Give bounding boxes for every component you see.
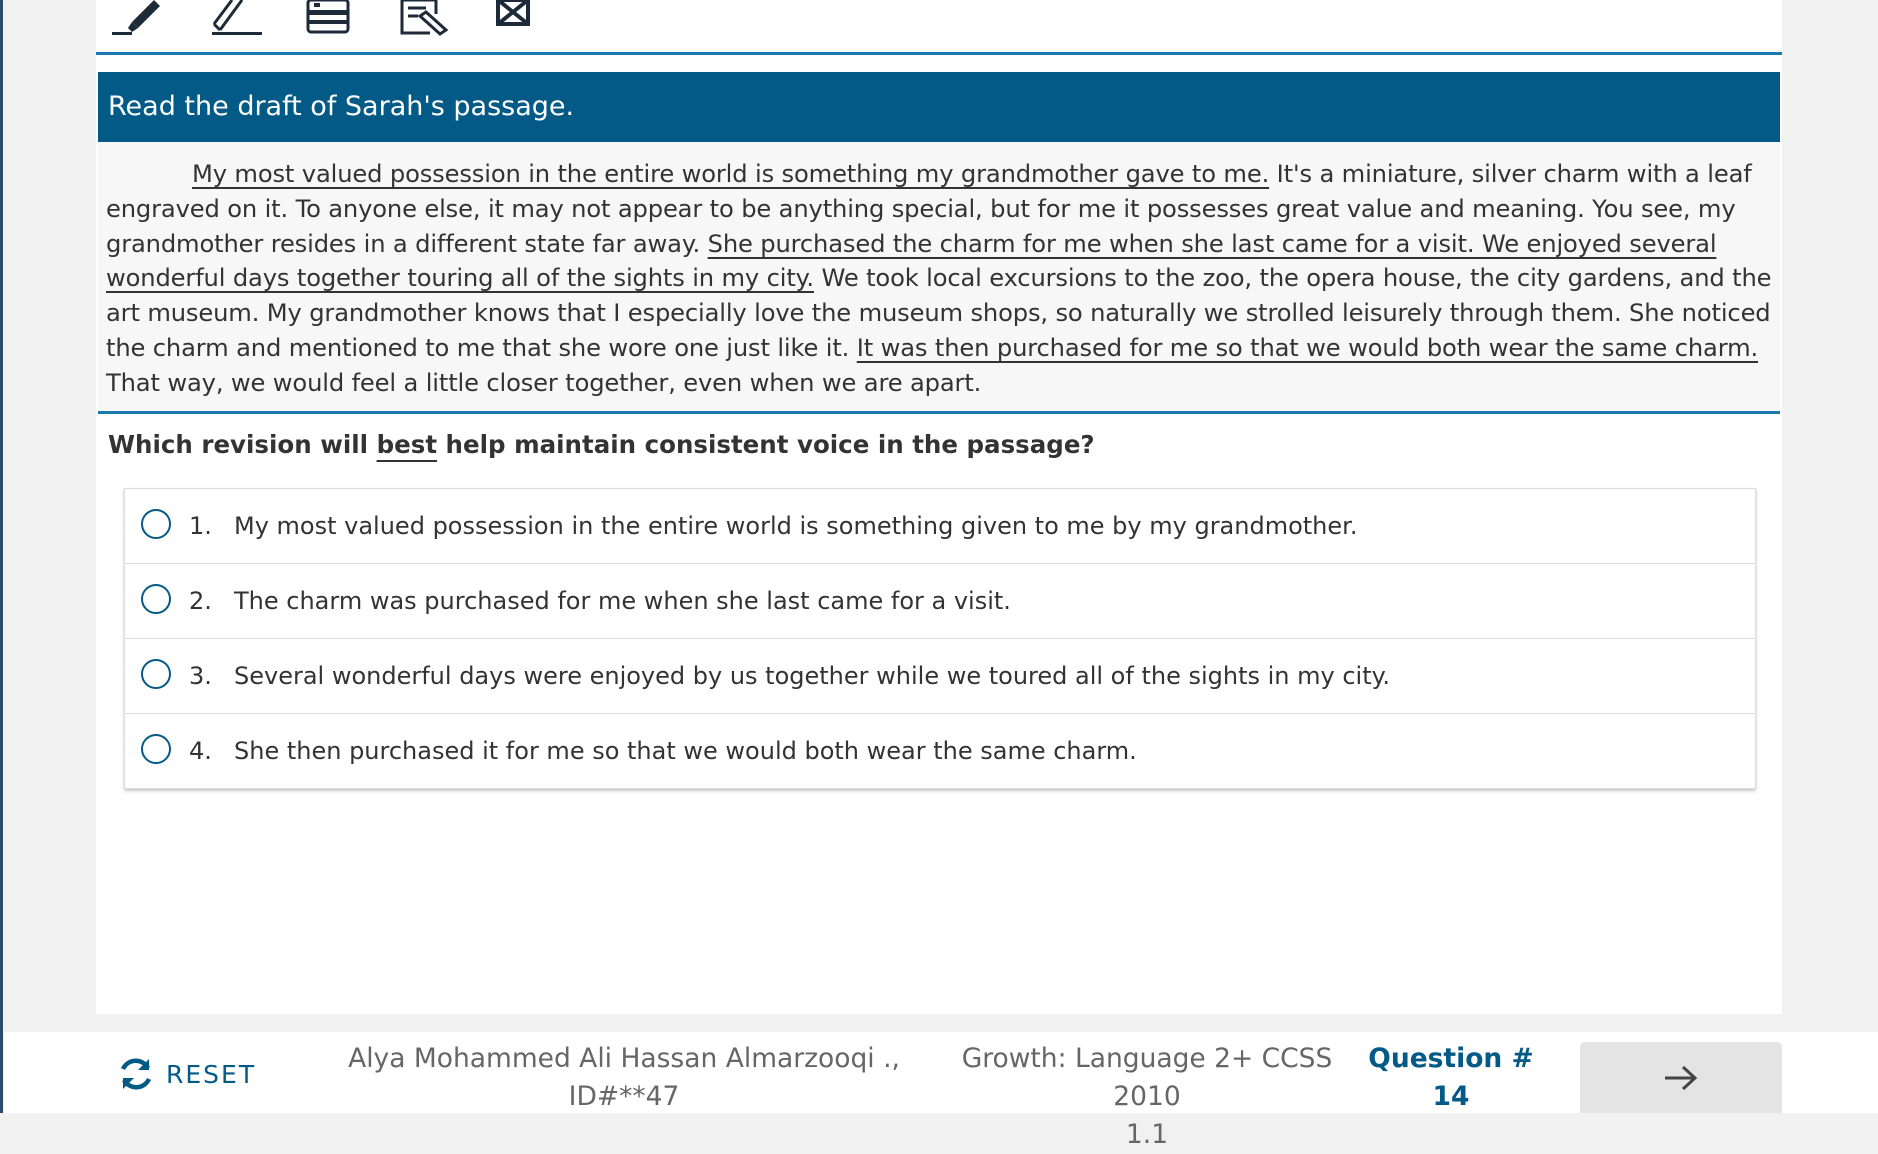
question-text-before: Which revision will: [108, 430, 377, 459]
question-counter-value: 14: [1432, 1081, 1470, 1112]
student-id: ID#**47: [568, 1081, 680, 1112]
test-title: Growth: Language 2+ CCSS 2010: [961, 1043, 1333, 1112]
choice-text: The charm was purchased for me when she last came for a visit.: [234, 587, 1011, 615]
question-counter: [1366, 1040, 1536, 1116]
question-emphasis: best: [376, 430, 438, 459]
passage-text: [106, 157, 1778, 401]
question-prompt: [108, 430, 1095, 459]
choice-number: 3.: [189, 662, 212, 690]
answer-choice[interactable]: [125, 639, 1755, 714]
radio-button[interactable]: [141, 584, 171, 614]
reset-label: RESET: [166, 1059, 257, 1089]
content-card: [96, 0, 1782, 1014]
choice-text: My most valued possession in the entire world is something given to me by my grandmother.: [234, 512, 1358, 540]
answer-eliminator-icon[interactable]: [490, 0, 550, 40]
choice-number: 1.: [189, 512, 212, 540]
notepad-icon[interactable]: [302, 0, 362, 40]
arrow-right-icon: [1661, 1063, 1701, 1093]
question-counter-label: Question #: [1368, 1043, 1534, 1074]
answer-choice[interactable]: [125, 564, 1755, 639]
footer-bar: [4, 1032, 1878, 1150]
passage-sentence: We took local excursions to the zoo, the opera house, the city gardens, and the art museum. My grandmother knows that I especially love the museum shops, so naturally we strolled leisurely through them. She noticed the charm and mentioned to me that she wore one just like it.: [106, 264, 1772, 362]
passage-header: Read the draft of Sarah's passage.: [98, 72, 1780, 142]
test-name: [929, 1040, 1365, 1154]
answer-choice[interactable]: [125, 714, 1755, 788]
radio-button[interactable]: [141, 509, 171, 539]
reset-button[interactable]: [116, 1054, 256, 1094]
underlined-sentence: It was then purchased for me so that we would both wear the same charm.: [856, 333, 1759, 362]
radio-button[interactable]: [141, 659, 171, 689]
underlined-sentence: She purchased the charm for me when she last came for a visit. We enjoyed several wonderful days together touring all of the sights in my city.: [106, 229, 1717, 293]
choice-number: 4.: [189, 737, 212, 765]
student-name: Alya Mohammed Ali Hassan Almarzooqi .,: [348, 1043, 900, 1074]
underlined-sentence: My most valued possession in the entire world is something my grandmother gave to me.: [192, 160, 1270, 188]
passage-box: [98, 142, 1780, 414]
passage-sentence: It's a miniature, silver charm with a leaf engraved on it. To anyone else, it may not appear to be anything special, but for me it possesses great value and meaning. You see, my grandmother resides in a different state far away.: [106, 160, 1752, 258]
highlighter-icon[interactable]: [110, 0, 170, 40]
passage-sentence: That way, we would feel a little closer together, even when we are apart.: [106, 368, 982, 397]
answer-choices: [124, 488, 1756, 789]
edit-note-icon[interactable]: [396, 0, 456, 40]
question-text-after: help maintain consistent voice in the passage?: [437, 430, 1095, 459]
toolbar: [96, 0, 1782, 55]
next-button[interactable]: [1580, 1042, 1782, 1113]
eraser-icon[interactable]: [208, 0, 268, 40]
student-info: [334, 1040, 914, 1116]
reset-icon: [116, 1054, 156, 1094]
radio-button[interactable]: [141, 734, 171, 764]
test-version: 1.1: [1125, 1119, 1169, 1150]
choice-number: 2.: [189, 587, 212, 615]
window-left-edge: [0, 0, 3, 1113]
choice-text: She then purchased it for me so that we would both wear the same charm.: [234, 737, 1137, 765]
choice-text: Several wonderful days were enjoyed by us together while we toured all of the sights in my city.: [234, 662, 1391, 690]
answer-choice[interactable]: [125, 489, 1755, 564]
